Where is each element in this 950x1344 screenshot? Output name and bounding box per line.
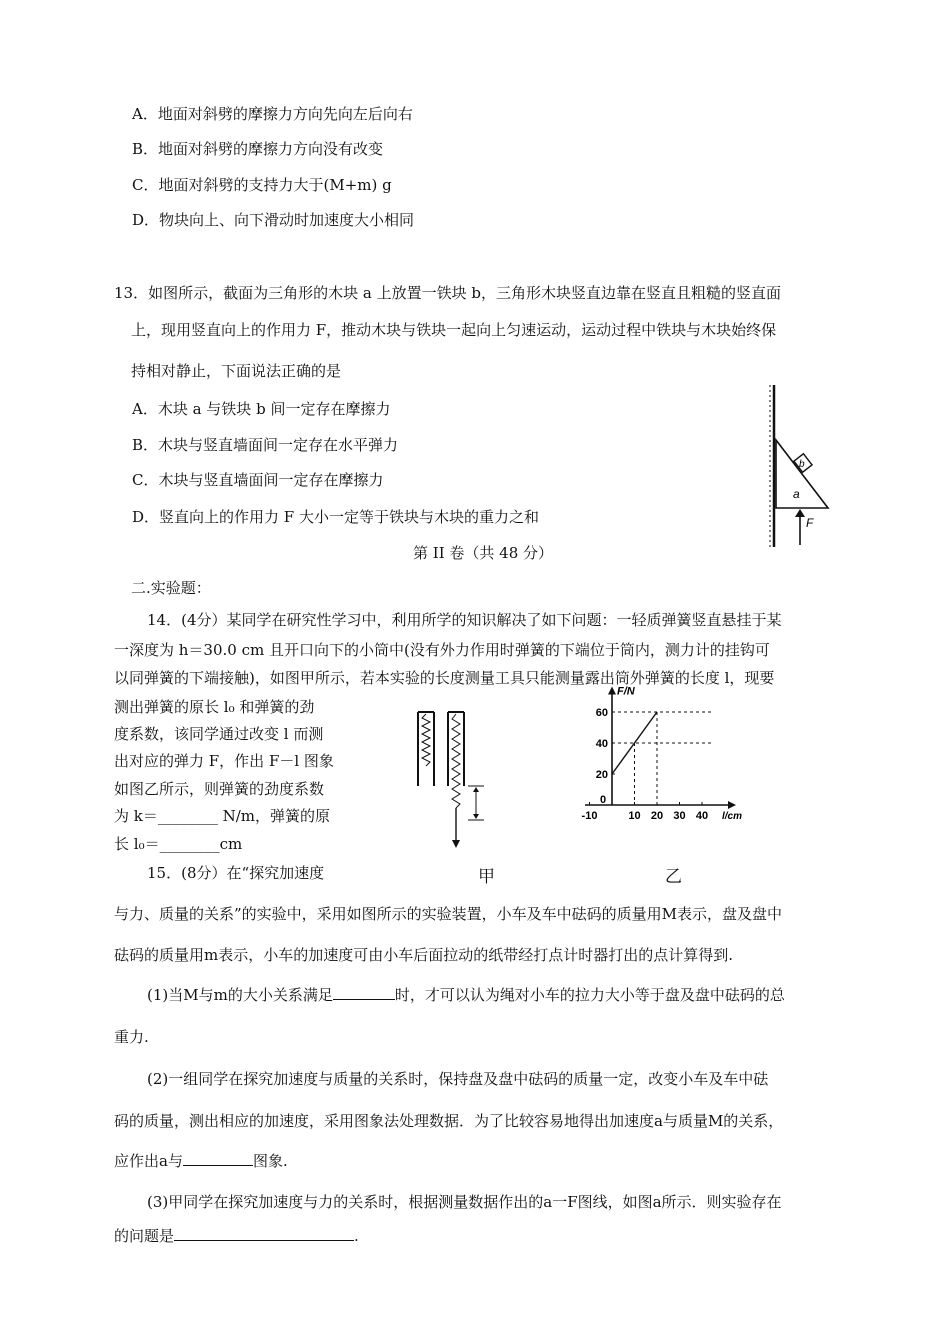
tube-right xyxy=(448,712,464,786)
x-tick-label: 20 xyxy=(650,810,664,822)
q15-p1-b: 时，才可以认为绳对小车的拉力大小等于盘及盘中砝码的总 xyxy=(394,986,785,1004)
force-arrow-head xyxy=(795,509,805,517)
q15-p3-b: 的问题是 xyxy=(114,1227,175,1245)
q15-blank3 xyxy=(174,1226,354,1241)
q13-option-a: A．木块 a 与铁块 b 间一定存在摩擦力 xyxy=(132,400,391,418)
q15-p3-c: . xyxy=(354,1227,359,1245)
fig-jia-springs xyxy=(410,708,490,853)
y-tick-label: 60 xyxy=(595,707,608,719)
section-title: 第 II 卷（共 48 分） xyxy=(413,544,554,562)
x-tick-label: 40 xyxy=(695,810,709,822)
q14-line1: 14．(4分）某同学在研究性学习中，利用所学的知识解决了如下问题：一轻质弹簧竖直悬挂于某 xyxy=(147,611,782,629)
tube-left xyxy=(418,712,434,786)
q15-p3 xyxy=(114,1225,359,1246)
q12-option-c: C．地面对斜劈的支持力大于(M+m) g xyxy=(132,176,392,194)
x-axis-label: l/cm xyxy=(722,811,743,822)
q13-wedge-figure xyxy=(760,385,840,550)
q14-line2: 一深度为 h＝30.0 cm 且开口向下的小筒中(没有外力作用时弹簧的下端位于筒内，测力计的挂钩可 xyxy=(114,641,770,659)
q15-line0: 15．(8分）在“探究加速度 xyxy=(147,864,325,882)
x-axis-arrow xyxy=(728,801,736,809)
hook-arrow xyxy=(452,840,460,848)
x-tick-label: 10 xyxy=(628,810,641,822)
q13-stem-line2: 上，现用竖直向上的作用力 F，推动木块与铁块一起向上匀速运动，运动过程中铁块与木块始终保 xyxy=(131,321,777,339)
q15-p2-b: 码的质量，测出相应的加速度，采用图象法处理数据．为了比较容易地得出加速度a与质量M的关系， xyxy=(114,1112,784,1130)
origin-label: 0 xyxy=(600,794,607,806)
q15-p2-a: (2)一组同学在探究加速度与质量的关系时，保持盘及盘中砝码的质量一定，改变小车及车中砝 xyxy=(147,1070,769,1088)
spring-left xyxy=(422,714,430,766)
q12-option-a: A．地面对斜劈的摩擦力方向先向左后向右 xyxy=(132,105,413,123)
fig-yi-chart xyxy=(570,685,755,825)
q15-p2 xyxy=(114,1150,288,1171)
q14-side-6: 长 l₀＝________cm xyxy=(114,835,243,853)
y-axis-label: F/N xyxy=(617,685,635,698)
x-tick-label: 30 xyxy=(673,810,686,822)
q15-line2: 砝码的质量用m表示，小车的加速度可由小车后面拉动的纸带经打点计时器打出的点计算得到. xyxy=(114,946,733,964)
label-b: b xyxy=(799,459,805,470)
q14-side-4: 如图乙所示，则弹簧的劲度系数 xyxy=(114,780,325,798)
fig-jia-caption: 甲 xyxy=(478,867,495,887)
q15-p1-a: (1)当M与m的大小关系满足 xyxy=(147,986,333,1004)
q13-option-b: B．木块与竖直墙面间一定存在水平弹力 xyxy=(132,436,399,454)
q14-line3: 以同弹簧的下端接触)，如图甲所示，若本实验的长度测量工具只能测量露出筒外弹簧的长度 l，现要 xyxy=(114,669,775,687)
q15-line1: 与力、质量的关系”的实验中，采用如图所示的实验装置，小车及车中砝码的质量用M表示，盘及盘中 xyxy=(114,905,783,923)
q15-p1 xyxy=(147,984,785,1005)
q15-p2-c: 应作出a与 xyxy=(114,1152,183,1170)
label-a: a xyxy=(793,487,800,501)
q15-blank2 xyxy=(183,1151,253,1166)
q13-option-c: C．木块与竖直墙面间一定存在摩擦力 xyxy=(132,471,384,489)
y-tick-label: 20 xyxy=(595,769,608,781)
section-subtitle: 二.实验题： xyxy=(131,579,211,597)
q15-p1-c: 重力. xyxy=(114,1028,149,1046)
measure-arrow-up xyxy=(473,787,479,792)
label-F: F xyxy=(806,516,814,530)
y-tick-label: 40 xyxy=(595,738,608,750)
measure-arrow-down xyxy=(473,814,479,819)
q14-side-1: 测出弹簧的原长 l₀ 和弹簧的劲 xyxy=(114,698,315,716)
q15-blank1 xyxy=(333,985,395,1000)
q15-p3-a: (3)甲同学在探究加速度与力的关系时，根据测量数据作出的a一F图线，如图a所示．则实验存在 xyxy=(147,1193,782,1211)
q14-side-2: 度系数，该同学通过改变 l 而测 xyxy=(114,725,324,743)
q13-stem-line1: 13．如图所示，截面为三角形的木块 a 上放置一铁块 b，三角形木块竖直边靠在竖直且粗糙的竖直面 xyxy=(114,284,781,302)
x-tick-label: -10 xyxy=(581,810,598,822)
fig-yi-caption: 乙 xyxy=(665,867,682,887)
q13-option-d: D．竖直向上的作用力 F 大小一定等于铁块与木块的重力之和 xyxy=(132,508,539,526)
q15-p2-d: 图象. xyxy=(252,1152,288,1170)
spring-right xyxy=(452,714,460,808)
q12-option-b: B．地面对斜劈的摩擦力方向没有改变 xyxy=(132,140,384,158)
q14-side-5: 为 k＝________ N/m，弹簧的原 xyxy=(114,807,331,825)
q13-stem-line3: 持相对静止，下面说法正确的是 xyxy=(131,362,342,380)
wedge-a xyxy=(776,440,828,508)
q14-side-3: 出对应的弹力 F，作出 F－l 图象 xyxy=(114,752,334,770)
q12-option-d: D．物块向上、向下滑动时加速度大小相同 xyxy=(132,211,415,229)
